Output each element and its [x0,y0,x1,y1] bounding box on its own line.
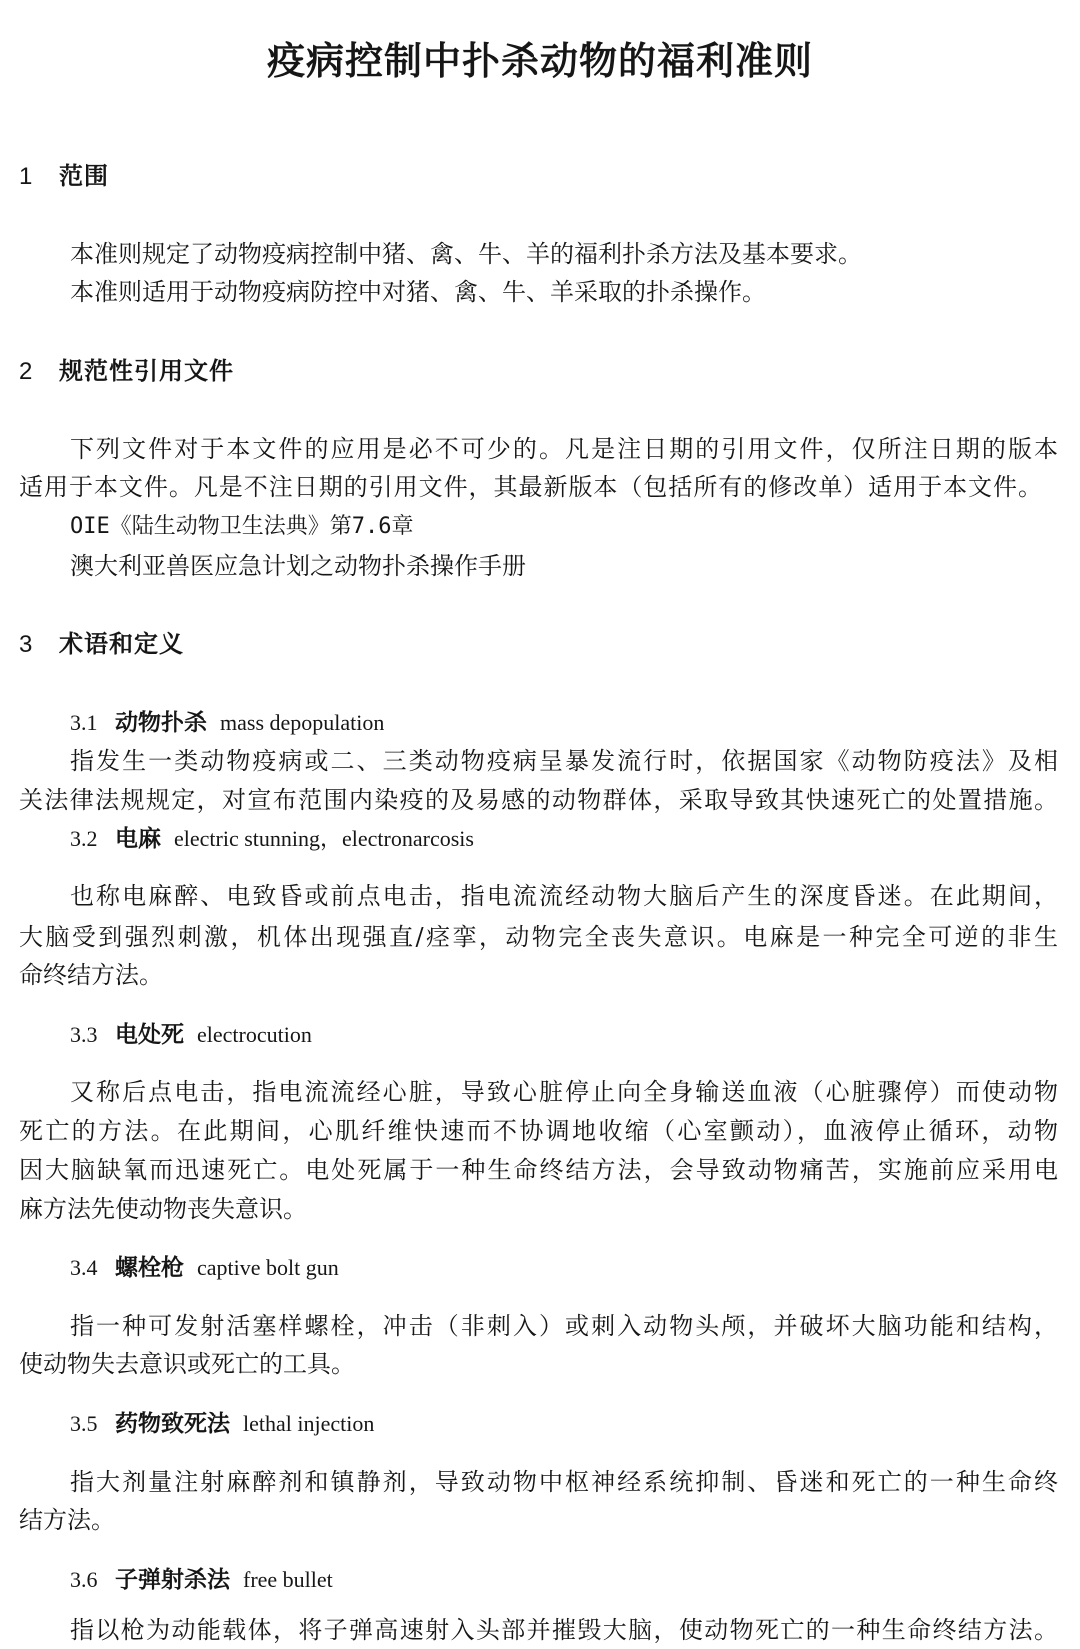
reference-item: 澳大利亚兽医应急计划之动物扑杀操作手册 [70,552,526,580]
term-english: captive bolt gun [197,1255,339,1280]
definition-line: 指发生一类动物疫病或二、三类动物疫病呈暴发流行时，依据国家《动物防疫法》及相 [70,747,1058,775]
paragraph-line: 适用于本文件。凡是不注日期的引用文件，其最新版本（包括所有的修改单）适用于本文件。 [19,473,1042,501]
term-english: free bullet [243,1567,333,1592]
section-number: 1 [19,163,34,190]
section-heading-3 [19,630,184,658]
term-english: lethal injection [243,1411,375,1436]
paragraph-line: 下列文件对于本文件的应用是必不可少的。凡是注日期的引用文件，仅所注日期的版本 [70,435,1058,463]
section-number: 2 [19,358,34,385]
term-heading-3-6 [70,1566,333,1594]
definition-line: 大脑受到强烈刺激，机体出现强直/痉挛，动物完全丧失意识。电麻是一种完全可逆的非生 [19,923,1058,951]
term-english: electric stunning，electronarcosis [174,826,474,851]
definition-line: 又称后点电击，指电流流经心脏，导致心脏停止向全身输送血液（心脏骤停）而使动物 [70,1078,1058,1106]
definition-line: 也称电麻醉、电致昏或前点电击，指电流流经动物大脑后产生的深度昏迷。在此期间， [70,882,1058,910]
section-heading-2 [19,357,234,385]
paragraph-line: 本准则适用于动物疫病防控中对猪、禽、牛、羊采取的扑杀操作。 [70,278,766,306]
term-name: 螺栓枪 [115,1255,184,1281]
term-heading-3-1 [70,709,384,737]
term-heading-3-3 [70,1021,312,1049]
section-title: 术语和定义 [59,630,184,658]
term-english: electrocution [197,1022,312,1047]
term-number: 3.3 [70,1022,98,1047]
term-name: 子弹射杀法 [115,1567,230,1593]
definition-line: 关法律法规规定，对宣布范围内染疫的及易感的动物群体，采取导致其快速死亡的处置措施。 [19,786,1058,814]
term-number: 3.5 [70,1411,98,1436]
section-heading-1 [19,162,109,190]
reference-item: OIE《陆生动物卫生法典》第7.6章 [70,514,414,539]
section-number: 3 [19,631,34,658]
definition-line: 指以枪为动能载体，将子弹高速射入头部并摧毁大脑，使动物死亡的一种生命终结方法。 [70,1616,1058,1644]
term-number: 3.2 [70,826,98,851]
definition-line: 麻方法先使动物丧失意识。 [19,1195,307,1223]
definition-line: 死亡的方法。在此期间，心肌纤维快速而不协调地收缩（心室颤动），血液停止循环，动物 [19,1117,1058,1145]
definition-line: 使动物失去意识或死亡的工具。 [19,1350,355,1378]
definition-line: 结方法。 [19,1506,115,1534]
term-english: mass depopulation [220,710,385,735]
term-number: 3.4 [70,1255,98,1280]
term-heading-3-4 [70,1254,339,1282]
definition-line: 命终结方法。 [19,961,163,989]
definition-line: 指大剂量注射麻醉剂和镇静剂，导致动物中枢神经系统抑制、昏迷和死亡的一种生命终 [70,1468,1058,1496]
term-number: 3.6 [70,1567,98,1592]
definition-line: 指一种可发射活塞样螺栓，冲击（非刺入）或刺入动物头颅，并破坏大脑功能和结构， [70,1312,1058,1340]
term-number: 3.1 [70,710,98,735]
section-title: 规范性引用文件 [59,357,234,385]
paragraph-line: 本准则规定了动物疫病控制中猪、禽、牛、羊的福利扑杀方法及基本要求。 [70,240,862,268]
definition-line: 因大脑缺氧而迅速死亡。电处死属于一种生命终结方法，会导致动物痛苦，实施前应采用电 [19,1156,1058,1184]
term-name: 电处死 [115,1022,184,1048]
term-name: 药物致死法 [115,1411,230,1437]
document-title: 疫病控制中扑杀动物的福利准则 [266,39,813,83]
term-name: 电麻 [115,826,161,852]
term-name: 动物扑杀 [115,710,207,736]
section-title: 范围 [59,162,109,190]
term-heading-3-5 [70,1410,374,1438]
term-heading-3-2 [70,825,474,853]
